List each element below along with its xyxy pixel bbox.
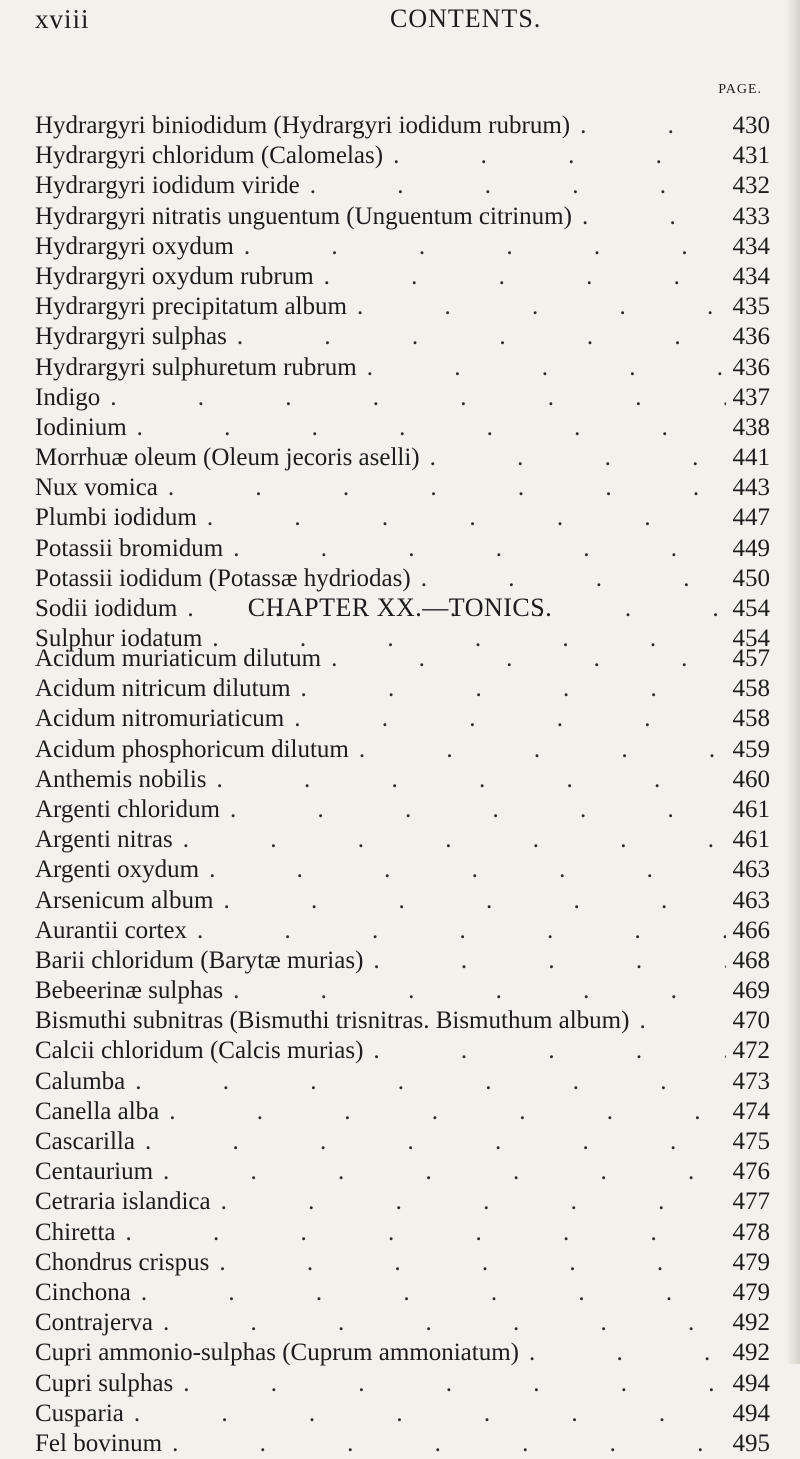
dot-leader — [135, 1127, 726, 1157]
entry-title: Hydrargyri biniodidum (Hydrargyri iodidum rubrum) — [35, 112, 571, 139]
entry-page-number: 443 — [732, 474, 770, 502]
dot-leader — [207, 765, 726, 795]
contents-entry — [35, 413, 770, 443]
entry-page-number: 476 — [732, 1158, 770, 1186]
entry-page-number: 469 — [732, 977, 770, 1005]
entry-page-number: 449 — [732, 534, 770, 562]
dot-leader — [411, 564, 726, 594]
entry-page-number: 450 — [732, 564, 770, 592]
entry-page-number: 430 — [732, 112, 770, 139]
dot-leader — [211, 1187, 726, 1217]
entry-title: Acidum nitromuriaticum — [35, 705, 285, 733]
contents-entry — [35, 1369, 770, 1399]
entry-title: Calcii chloridum (Calcis murias) — [35, 1037, 364, 1065]
contents-entry — [35, 1399, 770, 1429]
entry-title: Acidum muriaticum dilutum — [35, 645, 322, 672]
contents-entry — [35, 473, 770, 503]
dot-leader — [572, 202, 726, 232]
contents-entry — [35, 946, 770, 976]
dot-leader — [300, 171, 726, 201]
entry-page-number: 479 — [732, 1278, 770, 1306]
entry-title: Anthemis nobilis — [35, 765, 207, 793]
contents-entry — [35, 1127, 770, 1157]
entry-page-number: 472 — [732, 1037, 770, 1065]
entry-page-number: 494 — [732, 1399, 770, 1427]
entry-page-number: 463 — [732, 886, 770, 914]
entry-page-number: 438 — [732, 413, 770, 441]
dot-leader — [159, 1097, 726, 1127]
dot-leader — [363, 946, 726, 976]
entry-title: Cupri sulphas — [35, 1369, 174, 1397]
entry-page-number: 447 — [732, 504, 770, 532]
dot-leader — [125, 1067, 726, 1097]
contents-entry — [35, 232, 770, 262]
entry-page-number: 492 — [732, 1309, 770, 1337]
dot-leader — [153, 1308, 726, 1338]
entry-page-number: 434 — [732, 262, 770, 290]
page-column-heading: PAGE. — [718, 82, 762, 97]
contents-entry — [35, 674, 770, 704]
entry-title: Hydrargyri nitratis unguentum (Unguentum citrinum) — [35, 202, 572, 230]
entry-page-number: 475 — [732, 1128, 770, 1155]
entry-page-number: 434 — [732, 232, 770, 260]
entry-page-number: 432 — [732, 172, 770, 200]
contents-entry — [35, 916, 770, 946]
entry-page-number: 436 — [732, 353, 770, 381]
entry-title: Hydrargyri sulphas — [35, 323, 227, 351]
entry-page-number: 457 — [732, 645, 770, 672]
dot-leader — [223, 534, 726, 564]
dot-leader — [357, 353, 726, 383]
entry-title: Cetraria islandica — [35, 1188, 211, 1216]
dot-leader — [383, 141, 726, 171]
dot-leader — [420, 443, 726, 473]
entry-title: Nux vomica — [35, 474, 158, 502]
dot-leader — [314, 262, 726, 292]
entry-title: Canella alba — [35, 1097, 160, 1125]
entry-title: Iodinium — [35, 413, 127, 441]
contents-entry — [35, 141, 770, 171]
contents-entry — [35, 383, 770, 413]
entry-page-number: 437 — [732, 383, 770, 411]
entry-title: Plumbi iodidum — [35, 504, 197, 532]
dot-leader — [570, 111, 726, 141]
contents-entry — [35, 855, 770, 885]
dot-leader — [213, 886, 726, 916]
entry-page-number: 495 — [732, 1429, 770, 1457]
entry-page-number: 436 — [732, 323, 770, 351]
contents-list-section-a — [35, 111, 770, 654]
entry-title: Hydrargyri chloridum (Calomelas) — [35, 142, 384, 170]
dot-leader — [234, 232, 726, 262]
contents-entry — [35, 1157, 770, 1187]
chapter-heading: CHAPTER XX.—TONICS. — [247, 593, 553, 622]
entry-page-number: 461 — [732, 826, 770, 854]
entry-page-number: 458 — [732, 675, 770, 703]
contents-entry — [35, 443, 770, 473]
entry-page-number: 494 — [732, 1369, 770, 1397]
dot-leader — [197, 503, 726, 533]
contents-list-section-b — [35, 644, 770, 1459]
entry-title: Morrhuæ oleum (Oleum jecoris aselli) — [35, 444, 420, 472]
page-number: xviii — [35, 4, 90, 34]
entry-title: Arsenicum album — [35, 886, 214, 914]
contents-entry — [35, 1006, 770, 1036]
entry-page-number: 459 — [732, 735, 770, 763]
entry-page-number: 433 — [732, 202, 770, 230]
contents-entry — [35, 1036, 770, 1066]
entry-title: Cusparia — [35, 1399, 124, 1427]
dot-leader — [131, 1278, 726, 1308]
contents-entry — [35, 1067, 770, 1097]
dot-leader — [100, 383, 726, 413]
entry-page-number: 458 — [732, 705, 770, 733]
contents-entry — [35, 292, 770, 322]
contents-entry — [35, 1308, 770, 1338]
dot-leader — [124, 1399, 726, 1429]
dot-leader — [349, 735, 726, 765]
entry-title: Sulphur iodatum — [35, 625, 203, 653]
page-edge-shadow — [786, 0, 800, 1364]
entry-page-number: 454 — [732, 595, 770, 622]
dot-leader — [116, 1218, 726, 1248]
dot-leader — [227, 322, 726, 352]
dot-leader — [363, 1036, 726, 1066]
page-title: CONTENTS. — [390, 4, 542, 33]
entry-page-number: 441 — [732, 444, 770, 472]
contents-entry — [35, 1218, 770, 1248]
dot-leader — [173, 1369, 726, 1399]
entry-page-number: 479 — [732, 1248, 770, 1276]
entry-page-number: 466 — [732, 916, 770, 944]
dot-leader — [220, 795, 726, 825]
dot-leader — [162, 1429, 726, 1459]
entry-page-number: 477 — [732, 1188, 770, 1216]
dot-leader — [291, 674, 726, 704]
entry-page-number: 431 — [732, 142, 770, 170]
entry-title: Fel bovinum — [35, 1429, 163, 1457]
contents-entry — [35, 795, 770, 825]
dot-leader — [347, 292, 726, 322]
entry-title: Argenti chloridum — [35, 795, 220, 823]
entry-title: Aurantii cortex — [35, 916, 188, 944]
entry-page-number: 454 — [732, 625, 770, 653]
entry-title: Acidum nitricum dilutum — [35, 675, 291, 703]
entry-title: Barii chloridum (Barytæ murias) — [35, 946, 364, 974]
dot-leader — [153, 1157, 726, 1187]
entry-title: Contrajerva — [35, 1309, 154, 1337]
entry-title: Bismuthi subnitras (Bismuthi trisnitras. Bismuthum album) — [35, 1007, 630, 1035]
running-head — [35, 2, 740, 38]
contents-entry — [35, 171, 770, 201]
dot-leader — [187, 916, 726, 946]
entry-title: Indigo — [35, 383, 101, 411]
dot-leader — [199, 855, 726, 885]
entry-page-number: 492 — [732, 1339, 770, 1367]
entry-title: Cascarilla — [35, 1128, 135, 1155]
contents-entry — [35, 262, 770, 292]
entry-title: Potassii iodidum (Potassæ hydriodas) — [35, 564, 411, 592]
entry-title: Hydrargyri precipitatum album — [35, 293, 347, 321]
contents-entry — [35, 1187, 770, 1217]
entry-title: Calumba — [35, 1067, 126, 1095]
dot-leader — [173, 825, 726, 855]
entry-title: Sodii iodidum — [35, 595, 178, 622]
entry-page-number: 463 — [732, 856, 770, 884]
contents-entry — [35, 886, 770, 916]
contents-entry — [35, 704, 770, 734]
entry-page-number: 460 — [732, 765, 770, 793]
entry-page-number: 470 — [732, 1007, 770, 1035]
contents-entry — [35, 564, 770, 594]
entry-page-number: 473 — [732, 1067, 770, 1095]
dot-leader — [629, 1006, 726, 1036]
contents-entry — [35, 765, 770, 795]
entry-title: Hydrargyri oxydum — [35, 232, 234, 260]
entry-page-number: 474 — [732, 1097, 770, 1125]
entry-title: Centaurium — [35, 1158, 154, 1186]
dot-leader — [321, 644, 726, 674]
entry-title: Acidum phosphoricum dilutum — [35, 735, 349, 763]
contents-entry — [35, 1097, 770, 1127]
entry-title: Chiretta — [35, 1218, 116, 1246]
entry-page-number: 478 — [732, 1218, 770, 1246]
entry-page-number: 461 — [732, 795, 770, 823]
contents-entry — [35, 976, 770, 1006]
entry-title: Hydrargyri sulphuretum rubrum — [35, 353, 357, 381]
entry-page-number: 435 — [732, 293, 770, 321]
entry-title: Potassii bromidum — [35, 534, 224, 562]
entry-page-number: 468 — [732, 946, 770, 974]
dot-leader — [223, 976, 726, 1006]
contents-entry — [35, 534, 770, 564]
dot-leader — [158, 473, 726, 503]
contents-entry — [35, 644, 770, 674]
contents-entry — [35, 353, 770, 383]
contents-entry — [35, 735, 770, 765]
dot-leader — [127, 413, 726, 443]
entry-title: Argenti nitras — [35, 826, 173, 854]
dot-leader — [284, 704, 726, 734]
contents-entry — [35, 202, 770, 232]
entry-title: Chondrus crispus — [35, 1248, 210, 1276]
contents-entry — [35, 1278, 770, 1308]
entry-title: Bebeerinæ sulphas — [35, 977, 224, 1005]
contents-entry — [35, 111, 770, 141]
entry-title: Cinchona — [35, 1278, 131, 1306]
dot-leader — [209, 1248, 726, 1278]
entry-title: Hydrargyri oxydum rubrum — [35, 262, 314, 290]
contents-entry — [35, 503, 770, 533]
entry-title: Cupri ammonio-sulphas (Cuprum ammoniatum) — [35, 1339, 519, 1367]
entry-title: Hydrargyri iodidum viride — [35, 172, 300, 200]
entry-title: Argenti oxydum — [35, 856, 200, 884]
contents-entry — [35, 825, 770, 855]
contents-entry — [35, 1248, 770, 1278]
contents-entry — [35, 1429, 770, 1459]
contents-entry — [35, 322, 770, 352]
